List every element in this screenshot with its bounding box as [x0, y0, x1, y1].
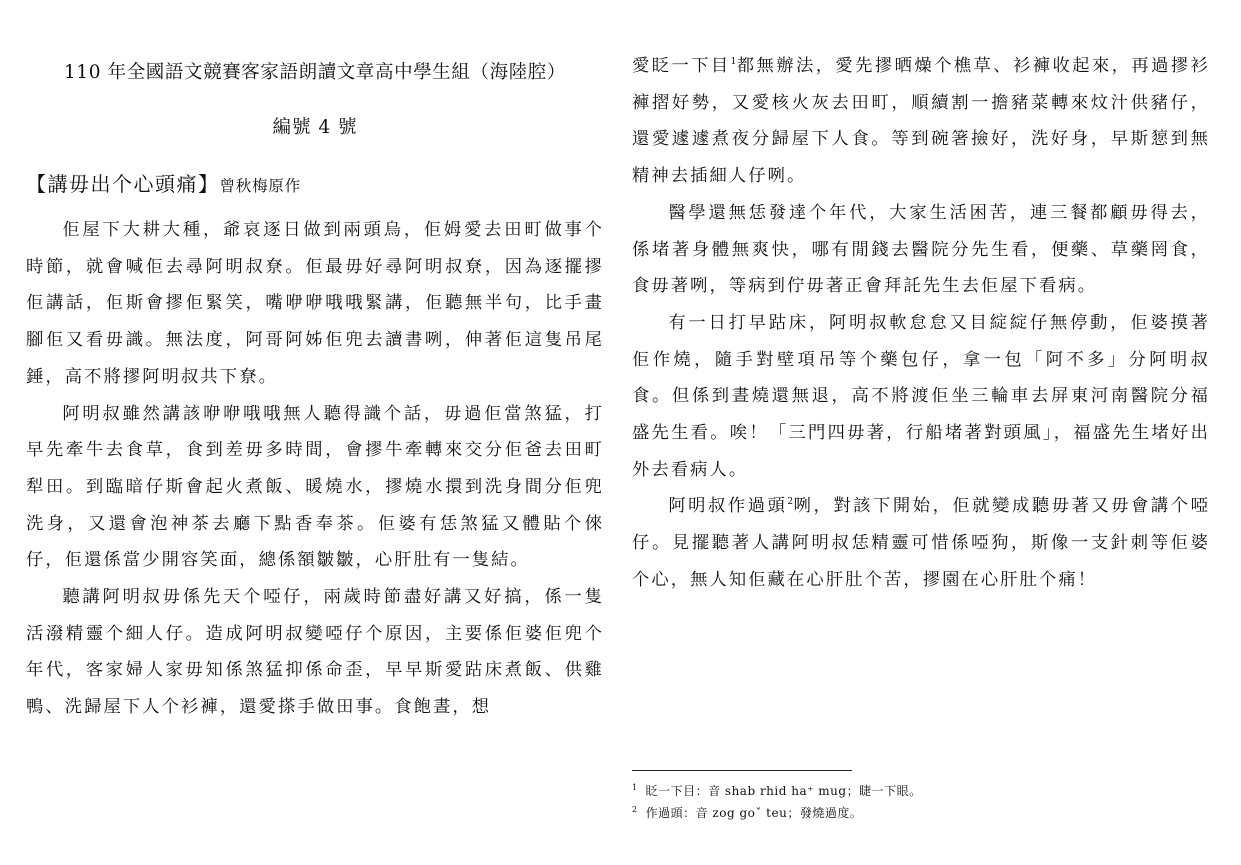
footnote — [632, 802, 1210, 824]
paragraph-text: 愛眨一下目 — [632, 56, 731, 76]
document-title: 110 年全國語文競賽客家語朗讀文章高中學生組（海陸腔） — [64, 62, 566, 83]
paragraph-text: 都無辦法，愛先摎晒燥个樵草、衫褲收起來，再過摎衫褲摺好勢，又愛核火灰去田町，順續割一擔豬菜轉來炆汁供豬仔，還愛遽遽煮夜分歸屋下人食。等到碗箸撿好，洗好身，早斯𢠃到無精神去插細人仔咧。 — [632, 56, 1210, 187]
footnote-number: 2 — [632, 805, 638, 814]
footnote-divider — [632, 770, 852, 771]
paragraph: 阿明叔雖然講該咿咿哦哦無人聽得識个話，毋過佢當煞猛，打早先牽牛去食草，食到差毋多時間，會摎牛牽轉來交分佢爸去田町犁田。到臨暗仔斯會起火煮飯、暖燒水，摎燒水擐到洗身間分佢兜洗身，又還會泡神茶去廳下點香奉茶。佢婆有恁煞猛又體貼个倈仔，佢還係當少開容笑面，總係額皺皺，心肝肚有一隻結。 — [26, 403, 604, 571]
footnote — [632, 780, 1210, 802]
footnotes — [632, 780, 1210, 824]
article-title: 【講毋出个心頭痛】 — [26, 172, 220, 196]
paragraph — [632, 488, 1210, 598]
right-body-text — [632, 48, 1210, 599]
paragraph-text: 有一日打早跍床，阿明叔軟怠怠又目綻綻仔無停動，佢婆摸著佢作燒，隨手對壁項吊等个藥包仔，拿一包「阿不多」分阿明叔食。但係到晝燒還無退，高不將渡佢坐三輪車去屏東河南醫院分福盛先生看。唉！「三門四毋著，行船堵著對頭風」，福盛先生堵好出外去看病人。 — [632, 312, 1210, 480]
footnote-number: 1 — [632, 783, 638, 792]
paragraph-text: 阿明叔作過頭 — [668, 496, 788, 517]
paragraph — [632, 48, 1210, 195]
left-body-text — [26, 212, 604, 726]
paragraph-text: 醫學還無恁發達个年代，大家生活困苦，連三餐都顧毋得去，係堵著身體無爽快，哪有閒錢去醫院分先生看，便藥、草藥罔食，食毋著咧，等病到佇毋著正會拜託先生去佢屋下看病。 — [632, 202, 1210, 297]
paragraph: 聽講阿明叔毋係先天个啞仔，兩歲時節盡好講又好搞，係一隻活潑精靈个細人仔。造成阿明叔變啞仔个原因，主要係佢婆佢兜个年代，客家婦人家毋知係煞猛抑係命歪，早早斯愛跍床煮飯、供雞鴨、洗歸屋下人个衫褲，還愛搽手做田事。食飽晝，想 — [26, 587, 604, 718]
footnote-marker: 2 — [787, 497, 794, 508]
article-heading — [26, 168, 604, 197]
paragraph — [632, 195, 1210, 305]
paragraph — [632, 305, 1210, 489]
footnote-text: 眨一下目：音 shab rhid ha⁺ mug；睫一下眼。 — [645, 784, 922, 798]
paragraph: 佢屋下大耕大種，爺哀逐日做到兩頭烏，佢姆愛去田町做事个時節，就會喊佢去尋阿明叔尞。佢最毋好尋阿明叔尞，因為逐擺摎佢講話，佢斯會摎佢緊笑，嘴咿咿哦哦緊講，佢聽無半句，比手畫腳佢又看毋識。無法度，阿哥阿姊佢兜去讀書咧，伸著佢這隻吊尾錘，高不將摎阿明叔共下尞。 — [26, 220, 604, 387]
paragraph-text: 咧，對該下開始，佢就變成聽毋著又毋會講个啞仔。見擺聽著人講阿明叔恁精靈可惜係啞狗，斯像一支針刺等佢婆个心，無人知佢藏在心肝肚个苦，摎園在心肝肚个痛！ — [632, 496, 1210, 590]
footnote-marker: 1 — [730, 57, 737, 68]
article-author: 曾秋梅原作 — [219, 177, 302, 195]
footnote-text: 作過頭：音 zog goˇ teu；發燒過度。 — [645, 806, 863, 820]
entry-number: 編號 4 號 — [272, 117, 358, 138]
